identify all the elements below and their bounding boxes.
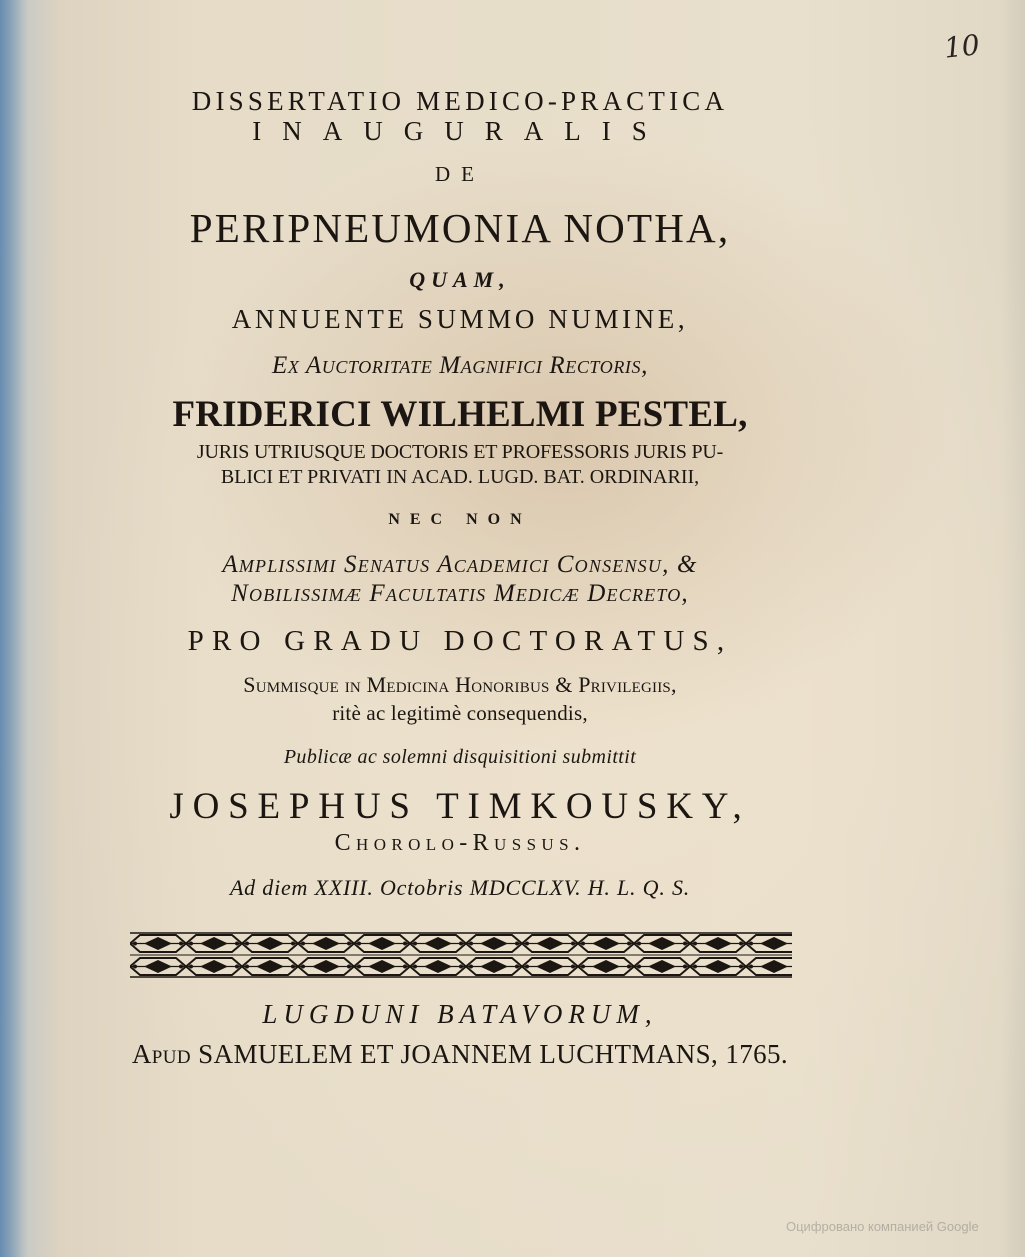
title-line-ex-auctoritate: Ex Auctoritate Magnifici Rectoris, [272, 352, 648, 379]
rector-title-line-2: BLICI ET PRIVATI IN ACAD. LUGD. BAT. ORDINARII, [220, 466, 700, 488]
digitization-watermark: Оцифровано компанией Google [786, 1219, 979, 1234]
printers-ornament-band [130, 932, 792, 978]
title-line-annuente: ANNUENTE SUMMO NUMINE, [231, 304, 689, 334]
title-line-nec-non: NEC NON [388, 511, 532, 528]
title-line-facultatis: Nobilissimæ Facultatis Medicæ Decreto, [231, 580, 689, 607]
author-name: JOSEPHUS TIMKOUSKY, [169, 786, 751, 827]
title-line-quam: QUAM, [409, 267, 511, 292]
main-title: PERIPNEUMONIA NOTHA, [189, 205, 731, 251]
imprint-printer: Apud SAMUELEM ET JOANNEM LUCHTMANS, 1765. [131, 1039, 789, 1069]
date-line: Ad diem XXIII. Octobris MDCCLXV. H. L. Q. S. [229, 875, 691, 900]
title-line-2: INAUGURALIS [252, 116, 668, 146]
rector-title-line-1: JURIS UTRIUSQUE DOCTORIS ET PROFESSORIS JURIS PU- [196, 441, 724, 463]
rector-name: FRIDERICI WILHELMI PESTEL, [172, 394, 748, 435]
author-origin: Chorolo-Russus. [334, 830, 586, 856]
title-line-1: DISSERTATIO MEDICO-PRACTICA [191, 86, 729, 116]
title-line-de: DE [435, 162, 485, 186]
title-line-senatus: Amplissimi Senatus Academici Consensu, & [222, 551, 698, 578]
title-line-pro-gradu: PRO GRADU DOCTORATUS, [187, 625, 733, 657]
folio-number: 10 [942, 28, 982, 65]
title-line-publicae: Publicæ ac solemni disquisitioni submittit [283, 746, 637, 768]
imprint-place: LUGDUNI BATAVORUM, [262, 999, 658, 1029]
title-line-summisque: Summisque in Medicina Honoribus & Privilegiis, [243, 672, 677, 697]
title-line-rite: ritè ac legitimè consequendis, [332, 701, 588, 725]
